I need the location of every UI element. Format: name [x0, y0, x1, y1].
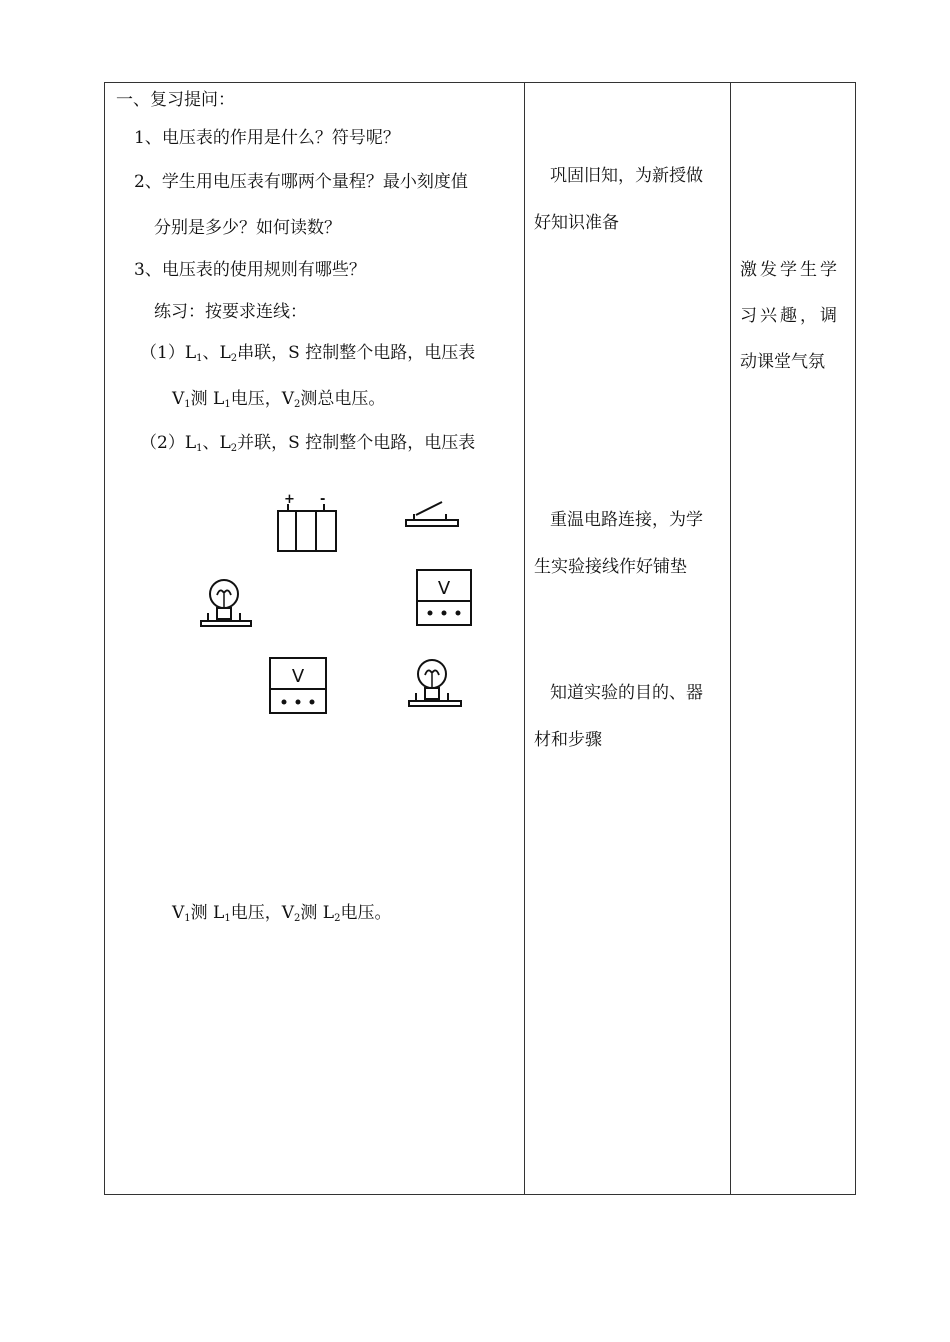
question-3: 3、电压表的使用规则有哪些？	[134, 260, 366, 280]
exercise-1-line-1: $(1)L_1$、$L_2$串联，S 控制整个电路，电压表	[140, 343, 476, 364]
goal-line-1: 激发学生学	[740, 260, 840, 280]
goal-line-2: 习兴趣，调	[740, 306, 840, 326]
column-divider-2	[730, 82, 731, 1195]
svg-text:V: V	[437, 578, 451, 599]
battery-icon	[270, 490, 342, 554]
switch-icon	[402, 498, 460, 532]
exercise-2-line-2: $V_1$测 $L_1$电压，$V_2$测 $L_2$电压。	[172, 903, 392, 924]
bulb-icon	[198, 575, 256, 631]
note-1-line-2: 好知识准备	[534, 213, 619, 233]
note-1-line-1: 巩固旧知，为新授做	[550, 166, 703, 186]
column-divider-1	[524, 82, 525, 1195]
exercise-prompt: 练习：按要求连线：	[154, 302, 307, 322]
question-1: 1、电压表的作用是什么？符号呢？	[134, 128, 400, 148]
svg-text:-: -	[320, 492, 326, 507]
lesson-table	[104, 82, 856, 1195]
note-3-line-1: 知道实验的目的、器	[550, 683, 703, 703]
voltmeter-icon	[266, 655, 332, 717]
question-2-line-2: 分别是多少？如何读数？	[154, 218, 341, 238]
svg-text:+: +	[284, 492, 295, 507]
section-heading: 一、复习提问：	[116, 90, 235, 110]
note-2-line-1: 重温电路连接，为学	[550, 510, 703, 530]
bulb-icon	[406, 655, 466, 711]
question-2-line-1: 2、学生用电压表有哪两个量程？最小刻度值	[134, 172, 468, 192]
exercise-1-line-2: $V_1$测 $L_1$电压，$V_2$测总电压。	[172, 389, 386, 410]
note-3-line-2: 材和步骤	[534, 730, 602, 750]
exercise-2-line-1: $(2)L_1$、$L_2$并联，S 控制整个电路，电压表	[140, 433, 476, 454]
voltmeter-icon	[414, 567, 476, 629]
svg-text:V: V	[291, 666, 305, 687]
goal-line-3: 动课堂气氛	[740, 352, 825, 372]
note-2-line-2: 生实验接线作好铺垫	[534, 557, 687, 577]
